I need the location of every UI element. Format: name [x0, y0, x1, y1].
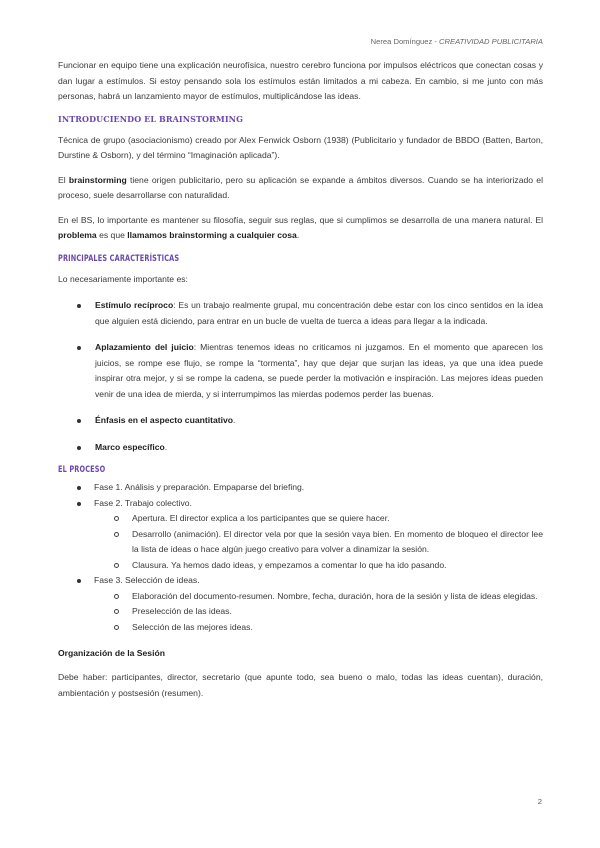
- brainstorming-paragraph-1: Técnica de grupo (asociacionismo) creado por Alex Fenwick Osborn (1938) (Publicitario y fundador de BBDO (Batten, Barton, Durstine & Osborn), y del término “Imaginación aplicada”).: [58, 134, 543, 160]
- list-item: [58, 589, 543, 605]
- fase-3-text: Fase 3. Selección de ideas.: [94, 575, 200, 585]
- caracteristicas-list: [58, 298, 543, 455]
- p3-bold-cualquier-cosa: llamamos brainstorming a cualquier cosa: [127, 230, 297, 240]
- circle-bullet-icon: [114, 625, 119, 630]
- bullet-icon: [77, 346, 81, 350]
- proceso-heading: EL PROCESO: [58, 464, 106, 474]
- list-item: [58, 558, 543, 574]
- brainstorming-heading: INTRODUCIENDO EL BRAINSTORMING: [58, 113, 244, 124]
- p3-bold-problema: problema: [58, 230, 97, 240]
- brainstorming-paragraph-2: [58, 173, 543, 204]
- header-title: CREATIVIDAD PUBLICITARIA: [439, 37, 543, 46]
- item-bold-label: Estímulo recíproco: [95, 300, 174, 310]
- list-item: [58, 573, 543, 589]
- fase-2-text: Fase 2. Trabajo colectivo.: [94, 497, 192, 508]
- subitem-text: Elaboración del documento-resumen. Nombre, fecha, duración, hora de la sesión y lista de ideas elegidas.: [132, 590, 538, 601]
- bullet-icon: [77, 502, 81, 506]
- list-item: [58, 340, 543, 402]
- list-item: [58, 496, 543, 512]
- bullet-icon: [77, 486, 81, 490]
- p2-bold-term: brainstorming: [68, 174, 127, 185]
- item-text: .: [164, 441, 168, 452]
- fase-1-text: Fase 1. Análisis y preparación. Empaparse del briefing.: [94, 482, 305, 492]
- circle-bullet-icon: [114, 532, 119, 537]
- item-bold-label: Aplazamiento del juicio: [95, 342, 194, 352]
- list-item: [58, 604, 543, 620]
- page-header: [371, 37, 543, 46]
- list-item: [58, 440, 543, 456]
- proceso-list-cont: [58, 573, 543, 589]
- list-item: [58, 620, 543, 636]
- p3-text-end: .: [296, 230, 300, 240]
- subitem-text: Clausura. Ya hemos dado ideas, y empezamos a comentar lo que ha ido pasando.: [132, 559, 447, 570]
- item-text: : Es un trabajo realmente grupal, mu concentración debe estar con los cinco sentidos en la idea que alguien está diciendo, para entrar en un bucle de vuelta de tuerca a ideas para llegar a la indicada.: [95, 300, 543, 326]
- fase-3-sublist: [58, 589, 543, 636]
- subitem-text: Selección de las mejores ideas.: [132, 621, 253, 632]
- p2-text-start: El: [58, 174, 69, 185]
- p2-text-end: tiene origen publicitario, pero su aplicación se expande a ámbitos diversos. Cuando se ha interiorizado el proceso, suele desarrollarse con naturalidad.: [58, 174, 543, 200]
- fase-2-sublist: [58, 511, 543, 573]
- subitem-text: Apertura. El director explica a los participantes que se quiere hacer.: [132, 513, 390, 523]
- p3-text-start: En el BS, lo importante es mantener su filosofía, seguir sus reglas, que si cumplimos se desarrolla de una manera natural. El: [58, 214, 543, 225]
- page-content: [58, 58, 543, 701]
- organizacion-heading: Organización de la Sesión: [58, 648, 165, 658]
- circle-bullet-icon: [114, 516, 119, 521]
- circle-bullet-icon: [114, 563, 119, 568]
- item-text: .: [233, 415, 236, 425]
- subitem-text: Desarrollo (animación). El director vela por que la sesión vaya bien. En momento de bloqueo el director lee la lista de ideas o hace algún juego creativo para volver a dinamizar la sesión.: [132, 528, 543, 554]
- list-item: [58, 413, 543, 429]
- subitem-text: Preselección de las ideas.: [132, 606, 232, 616]
- p3-text-mid: es que: [96, 230, 128, 240]
- list-item: [58, 511, 543, 527]
- brainstorming-paragraph-3: [58, 213, 543, 244]
- caracteristicas-heading: PRINCIPALES CARACTERÍSTICAS: [58, 252, 180, 263]
- circle-bullet-icon: [114, 594, 119, 599]
- list-item: [58, 298, 543, 329]
- list-item: [58, 480, 543, 496]
- proceso-list: [58, 480, 543, 511]
- page-number: 2: [537, 797, 542, 806]
- item-bold-label: Énfasis en el aspecto cuantitativo: [95, 415, 234, 425]
- item-bold-label: Marco específico: [95, 441, 165, 452]
- bullet-icon: [77, 579, 81, 583]
- organizacion-paragraph: Debe haber: participantes, director, secretario (que apunte todo, sea bueno o malo, todas las ideas cuentan), duración, ambientación y postsesión (resumen).: [58, 672, 543, 698]
- bullet-icon: [77, 446, 81, 450]
- bullet-icon: [77, 304, 81, 308]
- bullet-icon: [77, 419, 81, 423]
- item-text: : Mientras tenemos ideas no criticamos ni juzgamos. En el momento que aparecen los juicios, se rompe ese flujo, se rompe la “tormenta”, hay que dejar que surjan las ideas, ya que una idea puede inspirar otra mejor, y si se rompe la cadena, se puede perder la motivación e inspiración. Las mejores ideas pueden venir de una idea de mierda, y si interrumpimos las mierdas podemos perder las buenas.: [95, 342, 543, 399]
- caracteristicas-lead: Lo necesariamente importante es:: [58, 273, 188, 284]
- circle-bullet-icon: [114, 609, 119, 614]
- intro-paragraph: Funcionar en equipo tiene una explicación neurofísica, nuestro cerebro funciona por impulsos eléctricos que conectan cosas y dan lugar a estímulos. Si estoy pensando sola los estímulos están limitados a mi cabeza. En cambio, si me junto con más personas, habrá un lanzamiento mayor de estímulos, multiplicándose las ideas.: [58, 60, 543, 101]
- list-item: [58, 527, 543, 558]
- header-author: Nerea Domínguez -: [370, 37, 440, 46]
